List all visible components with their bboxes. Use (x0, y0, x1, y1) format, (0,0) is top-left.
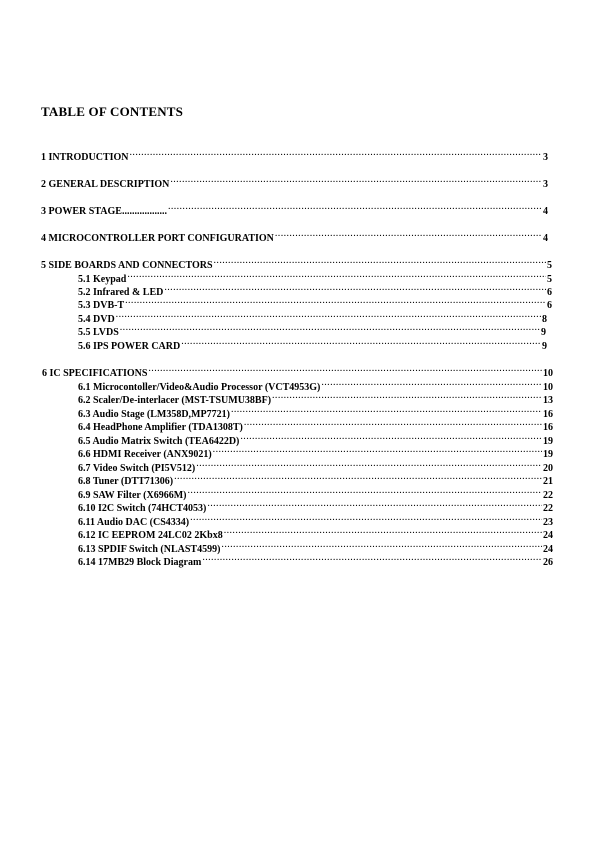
toc-entry-label: 6.10 I2C Switch (74HCT4053) (78, 503, 207, 514)
toc-entry (41, 147, 548, 164)
toc-entry-label: 5.2 Infrared & LED (78, 287, 164, 298)
toc-entry-label: 6 IC SPECIFICATIONS (42, 368, 148, 379)
toc-leader (224, 525, 542, 538)
toc-leader (207, 498, 542, 511)
toc-entry-page: 5 (547, 274, 552, 285)
toc-leader (168, 201, 542, 214)
toc-entry-label: 5.1 Keypad (78, 274, 127, 285)
toc-entry (78, 336, 547, 353)
toc-entry-label: 6.5 Audio Matrix Switch (TEA6422D) (78, 436, 240, 447)
toc-leader (244, 417, 542, 430)
toc-leader (214, 255, 546, 268)
toc-entry-page: 20 (543, 463, 553, 474)
toc-entry-page: 9 (542, 341, 547, 352)
toc-entry-page: 19 (543, 436, 553, 447)
toc-entry-page: 13 (543, 395, 553, 406)
toc-leader (148, 363, 542, 376)
toc-entry (41, 201, 548, 218)
toc-entry-page: 4 (543, 233, 548, 244)
toc-title: TABLE OF CONTENTS (41, 104, 184, 119)
toc-entry-page: 3 (543, 152, 548, 163)
toc-leader (321, 377, 542, 390)
toc-leader (181, 336, 541, 349)
toc-entry-page: 23 (543, 517, 553, 528)
toc-entry-label: 6.8 Tuner (DTT71306) (78, 476, 174, 487)
toc-entry-page: 21 (543, 476, 553, 487)
toc-entry-page: 16 (543, 422, 553, 433)
toc-entry-page: 10 (543, 382, 553, 393)
toc-entry-label: 6.7 Video Switch (PI5V512) (78, 463, 196, 474)
toc-entry-label: 6.2 Scaler/De-interlacer (MST-TSUMU38BF) (78, 395, 272, 406)
toc-entry-label: 6.1 Microcontoller/Video&Audio Processor (VCT4953G) (78, 382, 321, 393)
toc-leader (170, 174, 542, 187)
toc-entry-page: 6 (547, 287, 552, 298)
toc-leader (127, 269, 546, 282)
toc-entry-page: 3 (543, 179, 548, 190)
toc-entry-label: 2 GENERAL DESCRIPTION (41, 179, 170, 190)
toc-entry-label: 5.6 IPS POWER CARD (78, 341, 181, 352)
toc-leader (213, 444, 542, 457)
toc-leader (164, 282, 546, 295)
toc-entry-page: 19 (543, 449, 553, 460)
toc-entry-label: 5.4 DVD (78, 314, 115, 325)
toc-leader (231, 404, 542, 417)
toc-entry-label: 1 INTRODUCTION (41, 152, 129, 163)
toc-entry-label: 5.5 LVDS (78, 327, 119, 338)
toc-entry-label: 6.13 SPDIF Switch (NLAST4599) (78, 544, 221, 555)
toc-entry (41, 174, 548, 191)
toc-entry-label: 6.4 HeadPhone Amplifier (TDA1308T) (78, 422, 243, 433)
toc-entry-page: 5 (547, 260, 552, 271)
toc-entry-page: 8 (542, 314, 547, 325)
toc-entry-page: 16 (543, 409, 553, 420)
toc-leader (275, 228, 542, 241)
toc-entry-page: 4 (543, 206, 548, 217)
toc-entry-label: 3 POWER STAGE.................. (41, 206, 167, 217)
toc-entry-page: 9 (541, 327, 546, 338)
toc-leader (116, 309, 541, 322)
toc-entry-label: 6.12 IC EEPROM 24LC02 2Kbx8 (78, 530, 223, 541)
toc-entry-page: 6 (547, 300, 552, 311)
toc-entry-page: 24 (543, 530, 553, 541)
toc-entry-page: 10 (543, 368, 553, 379)
toc-entry (41, 228, 548, 245)
toc-entry-page: 22 (543, 503, 553, 514)
toc-leader (174, 471, 542, 484)
toc-leader (130, 147, 542, 160)
toc-entry-page: 24 (543, 544, 553, 555)
toc-entry-label: 6.6 HDMI Receiver (ANX9021) (78, 449, 212, 460)
toc-leader (272, 390, 542, 403)
toc-leader (202, 552, 542, 565)
toc-entry-label: 5 SIDE BOARDS AND CONNECTORS (41, 260, 213, 271)
toc-leader (120, 322, 540, 335)
toc-entry-page: 22 (543, 490, 553, 501)
toc-leader (240, 431, 542, 444)
toc-leader (190, 512, 542, 525)
toc-entry-label: 4 MICROCONTROLLER PORT CONFIGURATION (41, 233, 274, 244)
toc-entry-label: 6.14 17MB29 Block Diagram (78, 557, 202, 568)
toc-entry-label: 5.3 DVB-T (78, 300, 125, 311)
toc-leader (188, 485, 542, 498)
toc-entry-label: 6.9 SAW Filter (X6966M) (78, 490, 187, 501)
toc-leader (125, 295, 546, 308)
toc-leader (196, 458, 542, 471)
toc-leader (221, 539, 542, 552)
toc-entry (78, 552, 553, 569)
toc-entry-label: 6.3 Audio Stage (LM358D,MP7721) (78, 409, 230, 420)
toc-entry-label: 6.11 Audio DAC (CS4334) (78, 517, 190, 528)
toc-entry-page: 26 (543, 557, 553, 568)
